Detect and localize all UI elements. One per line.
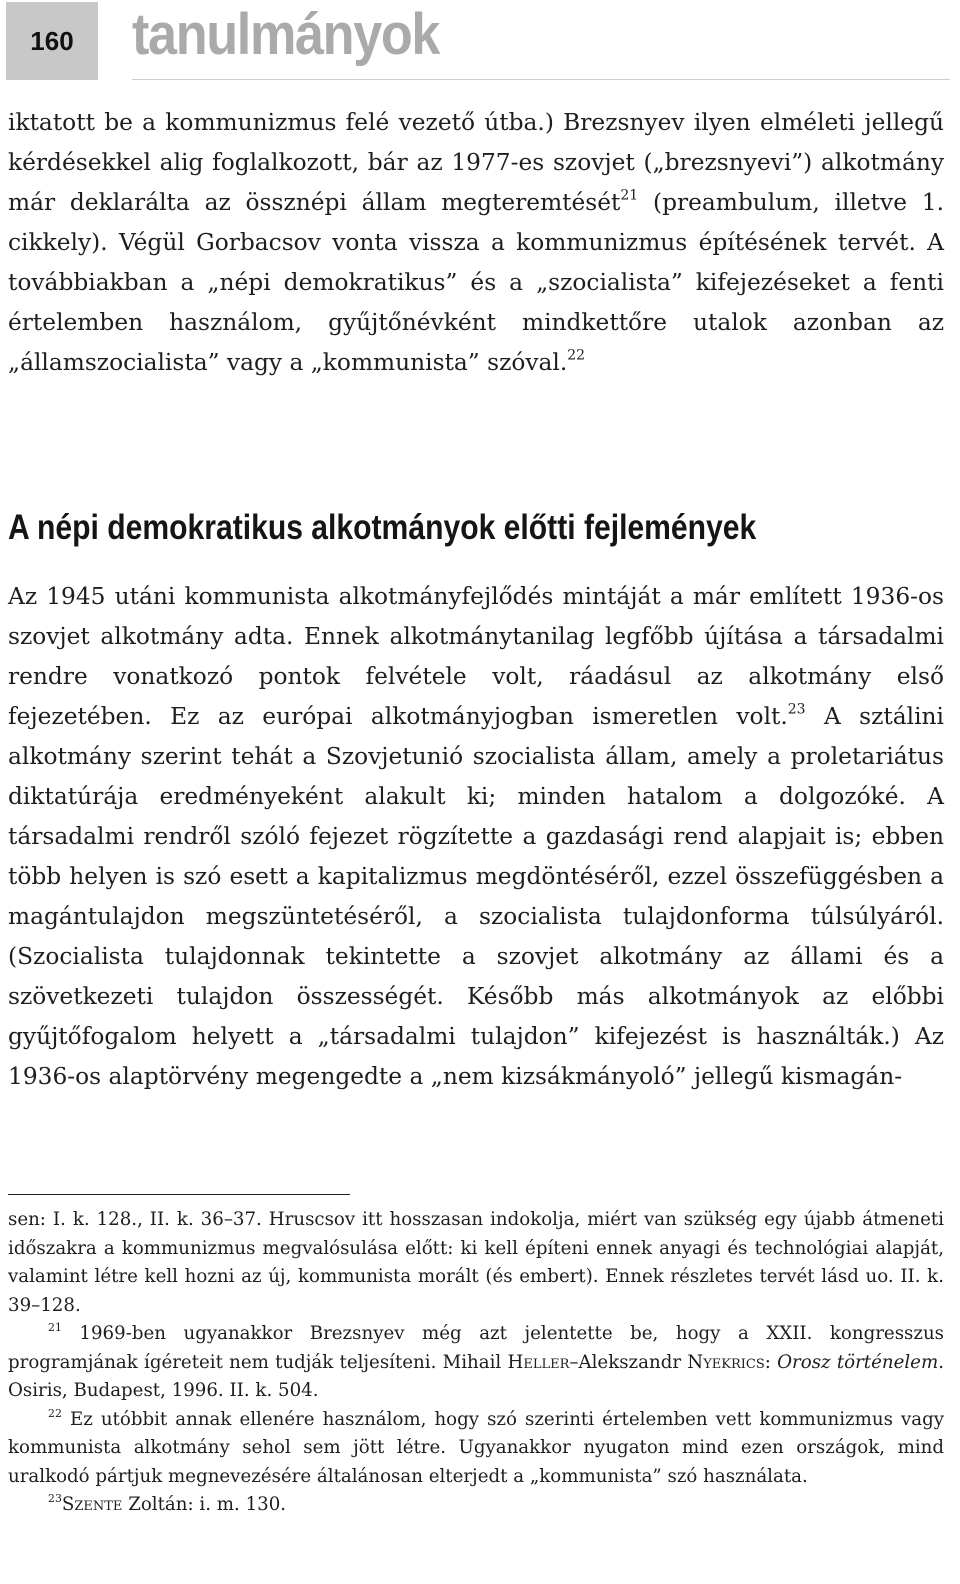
footnote-continuation: sen: I. k. 128., II. k. 36–37. Hruscsov itt hosszasan indokolja, miért van szükség egy újabb átmeneti időszakra a kommunizmus megvalósulása előtt: ki kell építeni ennek anyagi és technológiai alapját, valamint létre kell hozni az új, kommunista morált (és embert). Ennek részletes tervét lásd uo. II. k. 39–128.	[8, 1209, 944, 1316]
footnote-23	[8, 1491, 944, 1520]
footnote-21	[8, 1320, 944, 1406]
footnote-divider	[8, 1194, 350, 1195]
footnote-ref-23: 23	[787, 701, 806, 718]
footnote-number: 21	[48, 1320, 62, 1334]
body-paragraph-1	[8, 103, 944, 383]
body-text: (preambulum, illetve 1. cikkely). Végül Gorbacsov vonta vissza a kommunizmus építésének tervét. A továbbiakban a „népi demokratikus” és a „szocialista” kifejezéseket a fenti értelemben használom, gyűjtőnévként mindkettőre utalok azonban az „államszocialista” vagy a „kommunista” szóval.	[8, 189, 944, 376]
footnotes	[8, 1206, 944, 1520]
footnote-text: –Alekszandr	[569, 1351, 688, 1373]
page-number: 160	[6, 2, 98, 80]
footnote-number: 23	[48, 1491, 62, 1505]
section-title: tanulmányok	[132, 2, 440, 67]
body-text: A sztálini alkotmány szerint tehát a Szovjetunió szocialista állam, amely a proletariátus diktatúrája eredményeként alakult ki; minden hatalom a dolgozóké. A társadalmi rendről szóló fejezet rögzítette a gazdasági rend alapjait is; ebben több helyen is szó esett a kapitalizmus megdöntéséről, ezzel összefüggésben a magántulajdon megszüntetéséről, a szocialista tulajdonforma túlsúlyáról. (Szocialista tulajdonnak tekintette a szovjet alkotmány az állami és a szövetkezeti tulajdon összességét. Később más alkotmányok az előbbi gyűjtőfogalom helyett a „társadalmi tulajdon” kifejezést is használták.) Az 1936-os alaptörvény megengedte a „nem kizsákmányoló” jellegű kismagán-	[8, 703, 944, 1090]
footnote-text: Ez utóbbit annak ellenére használom, hogy szó szerinti értelemben vett kommunizmus vagy kommunista alkotmány sehol sem jött létre. Ugyanakkor nyugaton mind ezen országok, mind uralkodó pártjuk megnevezésére általánosan elterjedt a „kommunista” szó használata.	[8, 1408, 944, 1487]
section-heading: A népi demokratikus alkotmányok előtti fejlemények	[8, 508, 757, 547]
book-title: Orosz történelem	[777, 1351, 939, 1373]
author-name: Nyekrics	[687, 1351, 765, 1373]
footnote-text: :	[764, 1351, 778, 1373]
header-rule	[132, 79, 950, 80]
footnote-ref-21: 21	[620, 187, 639, 204]
footnote-text: Zoltán: i. m. 130.	[122, 1494, 287, 1515]
footnote-22	[8, 1406, 944, 1492]
footnote-number: 22	[48, 1406, 62, 1420]
page-header	[6, 2, 950, 82]
author-name: Szente	[61, 1494, 123, 1515]
body-text: Az 1945 utáni kommunista alkotmányfejlődés mintáját a már említett 1936-os szovjet alkotmány adta. Ennek alkotmánytanilag legfőbb újítása a társadalmi rendre vonatkozó pontok felvétele volt, ráadásul az alkotmány első fejezetében. Ez az európai alkotmányjogban ismeretlen volt.	[8, 583, 944, 730]
footnote-ref-22: 22	[567, 347, 586, 364]
body-text: iktatott be a kommunizmus felé vezető útba.) Brezsnyev ilyen elméleti jellegű kérdésekkel alig foglalkozott, bár az 1977-es szovjet („brezsnyevi”) alkotmány már deklarálta az össznépi állam megteremtését	[8, 109, 944, 216]
body-paragraph-2	[8, 577, 944, 1097]
author-name: Heller	[507, 1351, 570, 1373]
footnote-text: 1969-ben ugyanakkor Brezsnyev még azt jelentette be, hogy a XXII. kongresszus programjának ígéreteit nem tudják teljesíteni. Mihail	[8, 1323, 944, 1373]
footnote-text: . Osiris, Budapest, 1996. II. k. 504.	[8, 1351, 944, 1401]
